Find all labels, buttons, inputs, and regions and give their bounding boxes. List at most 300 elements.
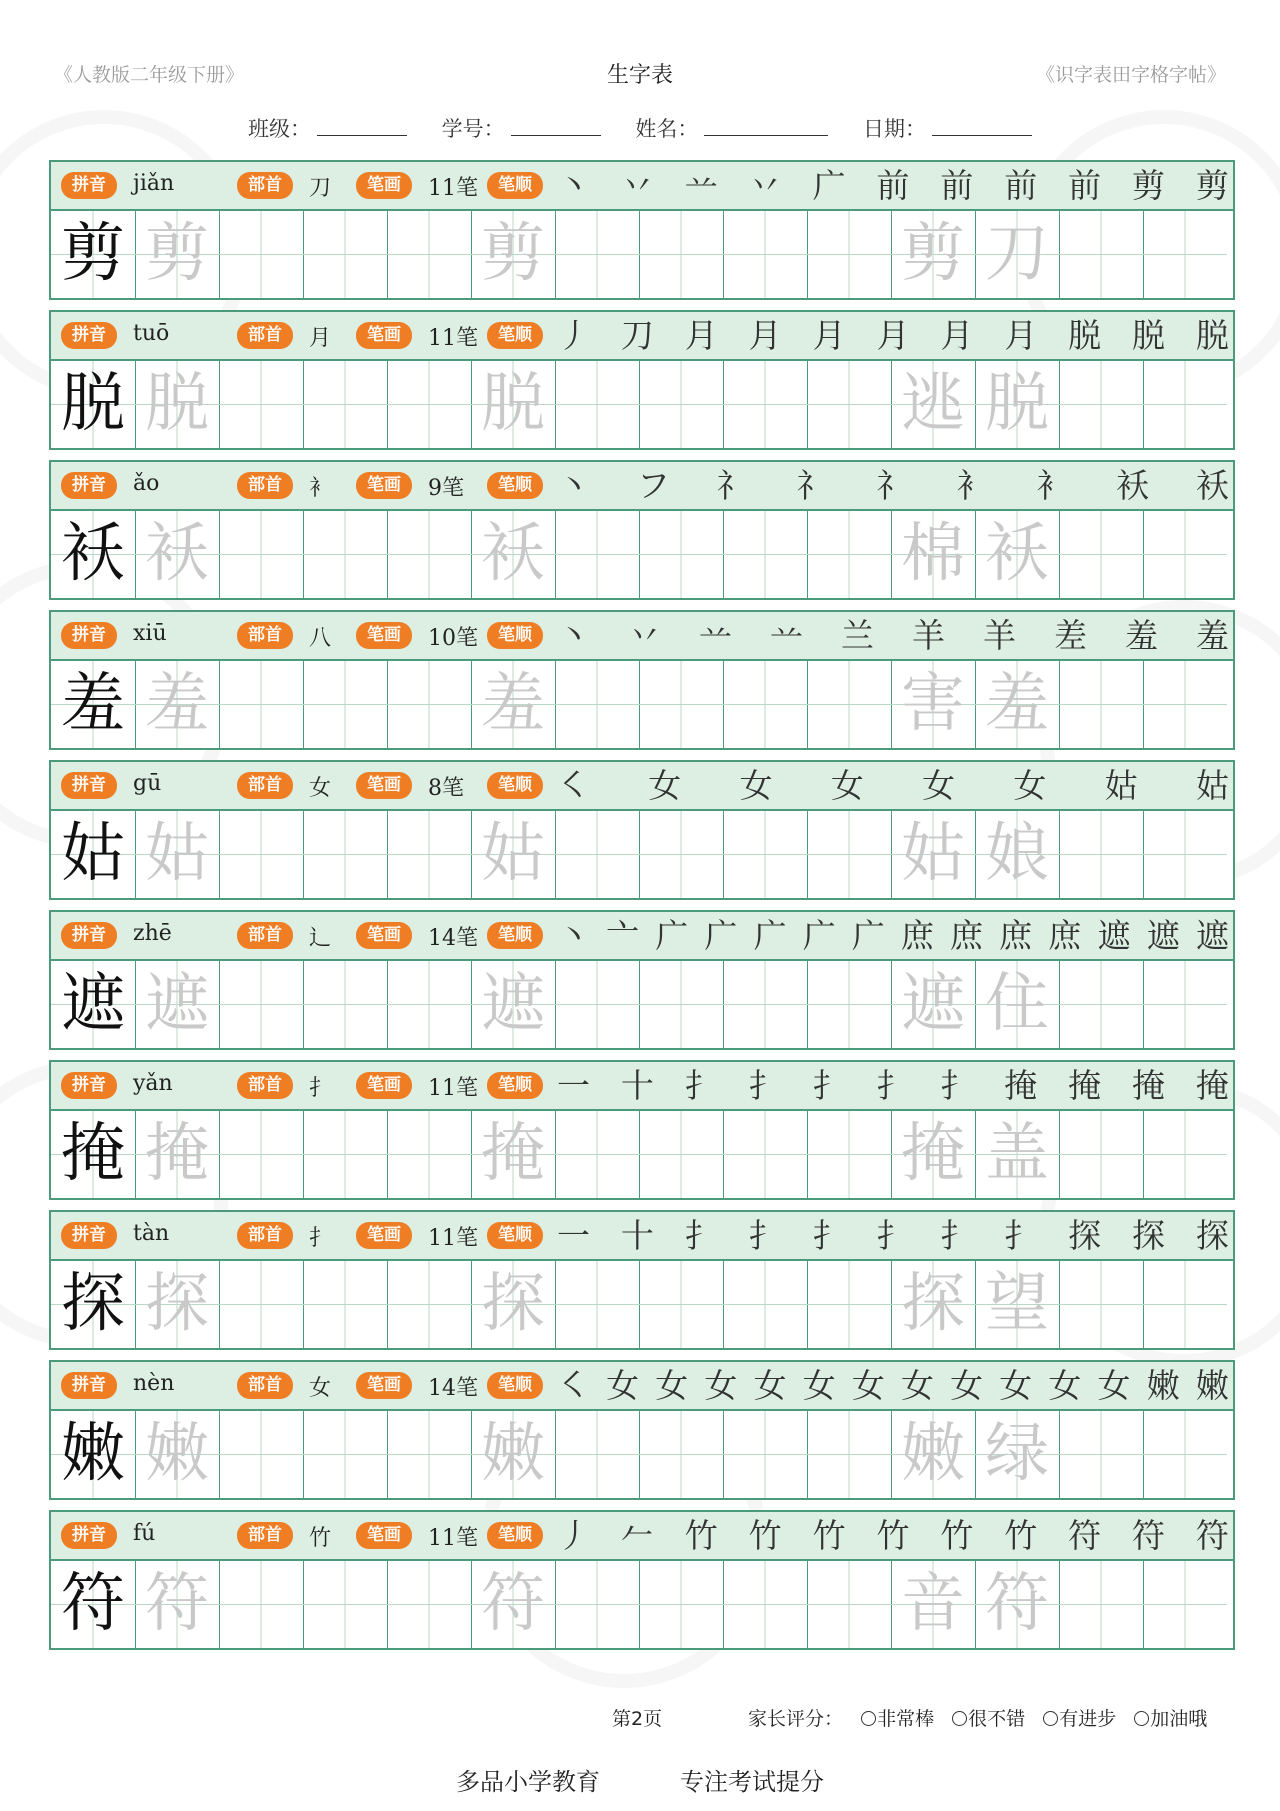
grid-cell[interactable] (303, 811, 388, 898)
stroke-step: 扌 (940, 1066, 974, 1105)
grid-cell[interactable] (807, 1111, 892, 1198)
rating-label: 家长评分： (748, 1708, 844, 1730)
grid-cell[interactable] (723, 661, 808, 748)
grid-cell[interactable] (1059, 1261, 1144, 1348)
grid-cell[interactable] (975, 661, 1060, 748)
grid-cell[interactable] (471, 811, 556, 898)
grid-cell[interactable] (891, 1411, 976, 1498)
grid-cell[interactable] (807, 661, 892, 748)
model-character: 剪 (61, 217, 125, 291)
grid-cell[interactable] (639, 661, 724, 748)
rating-option[interactable]: 加油哦 (1134, 1708, 1207, 1730)
rating-option[interactable]: 有进步 (1043, 1708, 1116, 1730)
pinyin-value: nèn (133, 1371, 175, 1396)
grid-cell[interactable] (135, 1561, 220, 1648)
grid-cell[interactable] (387, 511, 472, 598)
stroke-step: 一 (557, 1216, 590, 1255)
grid-cell[interactable] (723, 361, 808, 448)
stroke-step: 女 (739, 766, 773, 805)
stroke-step: 月 (940, 316, 974, 355)
grid-cell[interactable] (975, 1261, 1060, 1348)
grid-cell[interactable] (51, 661, 136, 748)
grid-cell[interactable] (1143, 1111, 1227, 1198)
grid-cell[interactable] (135, 511, 220, 598)
trace-character: 住 (985, 967, 1049, 1041)
grid-cell[interactable] (639, 1561, 724, 1648)
stroke-count-value: 11笔 (428, 1076, 478, 1101)
grid-cell[interactable] (891, 361, 976, 448)
tianzi-grid (51, 1561, 1233, 1648)
grid-cell[interactable] (51, 1561, 136, 1648)
grid-cell[interactable] (807, 211, 892, 298)
stroke-step: 符 (1132, 1516, 1166, 1555)
grid-cell[interactable] (1143, 661, 1227, 748)
grid-cell[interactable] (135, 211, 220, 298)
grid-cell[interactable] (807, 1561, 892, 1648)
stroke-step: 扌 (812, 1066, 846, 1105)
tianzi-grid (51, 1261, 1233, 1348)
page-number: 第2页 (612, 1708, 663, 1730)
trace-character: 符 (985, 1567, 1049, 1641)
info-bar (51, 312, 1233, 361)
grid-cell[interactable] (135, 1261, 220, 1348)
grid-cell[interactable] (555, 211, 640, 298)
trace-character: 盖 (985, 1117, 1049, 1191)
tianzi-grid (51, 1111, 1233, 1198)
stroke-order-badge: 笔顺 (487, 772, 543, 799)
grid-cell[interactable] (975, 511, 1060, 598)
grid-cell[interactable] (1143, 1261, 1227, 1348)
grid-cell[interactable] (1059, 511, 1144, 598)
stroke-step: 羞 (1196, 616, 1229, 655)
stroke-order-badge: 笔顺 (487, 922, 543, 949)
grid-cell[interactable] (807, 811, 892, 898)
stroke-step: 扌 (684, 1216, 718, 1255)
stroke-step: 扌 (812, 1216, 846, 1255)
grid-cell[interactable] (219, 1111, 304, 1198)
grid-cell[interactable] (975, 1411, 1060, 1498)
grid-cell[interactable] (387, 961, 472, 1048)
stroke-order-sequence (557, 1516, 1229, 1556)
trace-character: 绿 (985, 1417, 1049, 1491)
stroke-step: 女 (950, 1366, 984, 1405)
grid-cell[interactable] (1143, 811, 1227, 898)
grid-cell[interactable] (51, 811, 136, 898)
grid-cell[interactable] (1143, 361, 1227, 448)
stroke-count-value: 11笔 (428, 326, 478, 351)
grid-cell[interactable] (639, 361, 724, 448)
stroke-step: 前 (1068, 166, 1102, 205)
grid-cell[interactable] (723, 1411, 808, 1498)
grid-cell[interactable] (219, 1261, 304, 1348)
grid-cell[interactable] (1143, 961, 1227, 1048)
grid-cell[interactable] (891, 661, 976, 748)
pinyin-value: ǎo (133, 471, 160, 496)
grid-cell[interactable] (51, 961, 136, 1048)
student-number-field[interactable]: 学号： (442, 117, 601, 141)
character-block (49, 1360, 1235, 1500)
stroke-step: 女 (802, 1366, 836, 1405)
grid-cell[interactable] (723, 1561, 808, 1648)
grid-cell[interactable] (303, 511, 388, 598)
grid-cell[interactable] (555, 1111, 640, 1198)
stroke-order-sequence (557, 1366, 1229, 1406)
stroke-step: 刀 (620, 316, 654, 355)
stroke-step: 羊 (983, 616, 1016, 655)
radical-badge: 部首 (237, 472, 293, 499)
radical-badge: 部首 (237, 1522, 293, 1549)
grid-cell[interactable] (723, 211, 808, 298)
stroke-step: 扌 (748, 1216, 782, 1255)
stroke-step: 差 (1054, 616, 1087, 655)
radical-badge: 部首 (237, 1222, 293, 1249)
grid-cell[interactable] (555, 361, 640, 448)
grid-cell[interactable] (471, 1261, 556, 1348)
grid-cell[interactable] (555, 961, 640, 1048)
stroke-step: 探 (1195, 1216, 1229, 1255)
grid-cell[interactable] (1143, 1411, 1227, 1498)
stroke-step: 女 (830, 766, 864, 805)
stroke-step: 女 (753, 1366, 787, 1405)
grid-cell[interactable] (975, 1561, 1060, 1648)
grid-cell[interactable] (471, 211, 556, 298)
grid-cell[interactable] (723, 961, 808, 1048)
radical-badge: 部首 (237, 172, 293, 199)
grid-cell[interactable] (219, 811, 304, 898)
grid-cell[interactable] (975, 1111, 1060, 1198)
grid-cell[interactable] (891, 1111, 976, 1198)
grid-cell[interactable] (51, 1111, 136, 1198)
stroke-step: 探 (1132, 1216, 1166, 1255)
grid-cell[interactable] (51, 511, 136, 598)
grid-cell[interactable] (219, 361, 304, 448)
grid-cell[interactable] (555, 1411, 640, 1498)
grid-cell[interactable] (723, 511, 808, 598)
stroke-order-badge: 笔顺 (487, 1522, 543, 1549)
grid-cell[interactable] (303, 961, 388, 1048)
grid-cell[interactable] (387, 361, 472, 448)
tianzi-grid (51, 661, 1233, 748)
grid-cell[interactable] (639, 1111, 724, 1198)
stroke-step: 衤 (956, 466, 990, 505)
date-field[interactable]: 日期： (863, 117, 1032, 141)
stroke-step: 丷 (620, 166, 654, 205)
info-bar (51, 762, 1233, 811)
grid-cell[interactable] (471, 1411, 556, 1498)
rating-option[interactable]: 非常棒 (861, 1708, 934, 1730)
textbook-edition: 《人教版二年级下册》 (54, 64, 245, 86)
grid-cell[interactable] (135, 1411, 220, 1498)
radio-circle-icon (952, 1711, 967, 1726)
page-title: 生字表 (606, 63, 673, 88)
trace-character: 羞 (145, 667, 209, 741)
grid-cell[interactable] (555, 1261, 640, 1348)
grid-cell[interactable] (639, 511, 724, 598)
stroke-step: 嫩 (1146, 1366, 1180, 1405)
grid-cell[interactable] (51, 1261, 136, 1348)
grid-cell[interactable] (1059, 961, 1144, 1048)
stroke-step: ㇛ (557, 1366, 590, 1405)
stroke-step: 丶 (557, 616, 590, 655)
stroke-step: 丶 (557, 916, 590, 955)
stroke-step: 礻 (876, 466, 910, 505)
radical-value: 月 (309, 326, 332, 351)
stroke-step: 符 (1195, 1516, 1229, 1555)
grid-cell[interactable] (387, 211, 472, 298)
grid-cell[interactable] (1059, 1111, 1144, 1198)
stroke-step: 庶 (999, 916, 1033, 955)
radical-value: 衤 (309, 476, 332, 501)
trace-character: 探 (481, 1267, 545, 1341)
grid-cell[interactable] (639, 961, 724, 1048)
stroke-order-sequence (557, 766, 1229, 806)
stroke-step: 月 (1004, 316, 1038, 355)
stroke-step: 女 (648, 766, 682, 805)
grid-cell[interactable] (807, 361, 892, 448)
stroke-count-badge: 笔画 (356, 922, 412, 949)
grid-cell[interactable] (639, 1261, 724, 1348)
name-field[interactable]: 姓名： (635, 117, 828, 141)
trace-character: 袄 (985, 517, 1049, 591)
grid-cell[interactable] (975, 361, 1060, 448)
grid-cell[interactable] (387, 1261, 472, 1348)
grid-cell[interactable] (1143, 511, 1227, 598)
stroke-count-badge: 笔画 (356, 1372, 412, 1399)
grid-cell[interactable] (807, 1261, 892, 1348)
grid-cell[interactable] (219, 1561, 304, 1648)
pinyin-badge: 拼音 (61, 1222, 117, 1249)
stroke-count-badge: 笔画 (356, 472, 412, 499)
trace-character: 符 (145, 1567, 209, 1641)
grid-cell[interactable] (807, 511, 892, 598)
grid-cell[interactable] (303, 1261, 388, 1348)
radio-circle-icon (1043, 1711, 1058, 1726)
stroke-step: 十 (620, 1066, 654, 1105)
footer-brand (0, 1762, 1280, 1797)
stroke-step: 十 (620, 1216, 654, 1255)
stroke-order-sequence (557, 1066, 1229, 1106)
grid-cell[interactable] (471, 961, 556, 1048)
pinyin-value: xiū (133, 621, 167, 646)
trace-character: 害 (901, 667, 965, 741)
grid-cell[interactable] (891, 1561, 976, 1648)
grid-cell[interactable] (471, 361, 556, 448)
trace-character: 掩 (901, 1117, 965, 1191)
stroke-step: 脱 (1068, 316, 1102, 355)
tianzi-grid (51, 511, 1233, 598)
grid-cell[interactable] (723, 811, 808, 898)
grid-cell[interactable] (219, 211, 304, 298)
trace-character: 刀 (985, 217, 1049, 291)
grid-cell[interactable] (1059, 1561, 1144, 1648)
stroke-step: ㇛ (557, 766, 590, 805)
radical-badge: 部首 (237, 622, 293, 649)
grid-cell[interactable] (303, 1561, 388, 1648)
grid-cell[interactable] (471, 1561, 556, 1648)
stroke-count-badge: 笔画 (356, 622, 412, 649)
grid-cell[interactable] (219, 661, 304, 748)
pinyin-value: gū (133, 771, 162, 796)
stroke-order-sequence (557, 616, 1229, 656)
grid-cell[interactable] (555, 811, 640, 898)
trace-character: 剪 (901, 217, 965, 291)
grid-cell[interactable] (1143, 211, 1227, 298)
grid-cell[interactable] (723, 1261, 808, 1348)
grid-cell[interactable] (51, 361, 136, 448)
grid-cell[interactable] (555, 661, 640, 748)
trace-character: 遮 (145, 967, 209, 1041)
character-block (49, 610, 1235, 750)
stroke-step: 庶 (1048, 916, 1082, 955)
stroke-step: 丶 (557, 166, 590, 205)
trace-character: 姑 (145, 817, 209, 891)
stroke-step: フ (636, 466, 670, 505)
trace-character: 掩 (145, 1117, 209, 1191)
stroke-step: 亠 (606, 916, 640, 955)
stroke-step: 广 (655, 916, 689, 955)
stroke-count-value: 11笔 (428, 176, 478, 201)
stroke-step: 掩 (1195, 1066, 1229, 1105)
grid-cell[interactable] (471, 1111, 556, 1198)
grid-cell[interactable] (471, 661, 556, 748)
trace-character: 脱 (985, 367, 1049, 441)
grid-cell[interactable] (387, 1411, 472, 1498)
trace-character: 剪 (481, 217, 545, 291)
grid-cell[interactable] (387, 1561, 472, 1648)
stroke-order-sequence (557, 466, 1229, 506)
grid-cell[interactable] (723, 1111, 808, 1198)
stroke-step: 竹 (876, 1516, 910, 1555)
grid-cell[interactable] (1059, 811, 1144, 898)
trace-character: 脱 (145, 367, 209, 441)
stroke-order-badge: 笔顺 (487, 1372, 543, 1399)
grid-cell[interactable] (303, 1111, 388, 1198)
grid-cell[interactable] (1059, 1411, 1144, 1498)
rating-option[interactable]: 很不错 (952, 1708, 1025, 1730)
grid-cell[interactable] (219, 1411, 304, 1498)
tianzi-grid (51, 211, 1233, 298)
grid-cell[interactable] (303, 661, 388, 748)
stroke-step: 前 (940, 166, 974, 205)
stroke-step: 竹 (1004, 1516, 1038, 1555)
character-block (49, 1210, 1235, 1350)
grid-cell[interactable] (807, 961, 892, 1048)
grid-cell[interactable] (303, 361, 388, 448)
stroke-step: 一 (557, 1066, 590, 1105)
stroke-step: 丿 (557, 316, 590, 355)
grid-cell[interactable] (891, 961, 976, 1048)
model-character: 羞 (61, 667, 125, 741)
stroke-count-value: 10笔 (428, 626, 478, 651)
grid-cell[interactable] (387, 661, 472, 748)
grid-cell[interactable] (387, 811, 472, 898)
stroke-count-value: 8笔 (428, 776, 464, 801)
trace-character: 袄 (481, 517, 545, 591)
stroke-step: 女 (606, 1366, 640, 1405)
grid-cell[interactable] (303, 211, 388, 298)
stroke-step: 庶 (950, 916, 984, 955)
grid-cell[interactable] (639, 1411, 724, 1498)
stroke-step: 䒑 (699, 616, 732, 655)
grid-cell[interactable] (891, 1261, 976, 1348)
grid-cell[interactable] (471, 511, 556, 598)
grid-cell[interactable] (135, 361, 220, 448)
grid-cell[interactable] (975, 211, 1060, 298)
brand-name: 多品小学教育 (456, 1768, 600, 1796)
grid-cell[interactable] (975, 811, 1060, 898)
parent-rating (748, 1704, 1207, 1731)
trace-character: 脱 (481, 367, 545, 441)
stroke-step: 丶 (557, 466, 590, 505)
stroke-step: 竹 (684, 1516, 718, 1555)
grid-cell[interactable] (51, 1411, 136, 1498)
grid-cell[interactable] (135, 661, 220, 748)
grid-cell[interactable] (219, 961, 304, 1048)
trace-character: 遮 (901, 967, 965, 1041)
grid-cell[interactable] (1143, 1561, 1227, 1648)
grid-cell[interactable] (219, 511, 304, 598)
tianzi-grid (51, 961, 1233, 1048)
stroke-step: 羊 (912, 616, 945, 655)
trace-character: 嫩 (481, 1417, 545, 1491)
stroke-step: 姑 (1195, 766, 1229, 805)
stroke-order-badge: 笔顺 (487, 172, 543, 199)
stroke-step: 前 (1004, 166, 1038, 205)
grid-cell[interactable] (1059, 361, 1144, 448)
stroke-step: 广 (802, 916, 836, 955)
grid-cell[interactable] (891, 811, 976, 898)
grid-cell[interactable] (555, 1561, 640, 1648)
trace-character: 掩 (481, 1117, 545, 1191)
model-character: 脱 (61, 367, 125, 441)
stroke-step: 掩 (1068, 1066, 1102, 1105)
info-bar (51, 1212, 1233, 1261)
grid-cell[interactable] (639, 211, 724, 298)
grid-cell[interactable] (639, 811, 724, 898)
grid-cell[interactable] (135, 961, 220, 1048)
radical-value: 女 (309, 1376, 332, 1401)
stroke-order-sequence (557, 1216, 1229, 1256)
pinyin-badge: 拼音 (61, 322, 117, 349)
stroke-step: 扌 (1004, 1216, 1038, 1255)
stroke-step: 䒑 (684, 166, 718, 205)
grid-cell[interactable] (51, 211, 136, 298)
stroke-step: 月 (748, 316, 782, 355)
grid-cell[interactable] (891, 211, 976, 298)
grid-cell[interactable] (135, 1111, 220, 1198)
radical-badge: 部首 (237, 922, 293, 949)
grid-cell[interactable] (1059, 661, 1144, 748)
grid-cell[interactable] (135, 811, 220, 898)
pinyin-badge: 拼音 (61, 1072, 117, 1099)
stroke-step: 兰 (841, 616, 874, 655)
stroke-count-badge: 笔画 (356, 1072, 412, 1099)
character-block (49, 1060, 1235, 1200)
grid-cell[interactable] (555, 511, 640, 598)
info-bar (51, 1512, 1233, 1561)
grid-cell[interactable] (891, 511, 976, 598)
grid-cell[interactable] (387, 1111, 472, 1198)
grid-cell[interactable] (1059, 211, 1144, 298)
class-field[interactable]: 班级： (248, 117, 407, 141)
brand-slogan: 专注考试提分 (680, 1768, 824, 1796)
grid-cell[interactable] (975, 961, 1060, 1048)
stroke-step: 女 (704, 1366, 738, 1405)
stroke-step: 广 (704, 916, 738, 955)
grid-cell[interactable] (807, 1411, 892, 1498)
grid-cell[interactable] (303, 1411, 388, 1498)
character-block (49, 160, 1235, 300)
